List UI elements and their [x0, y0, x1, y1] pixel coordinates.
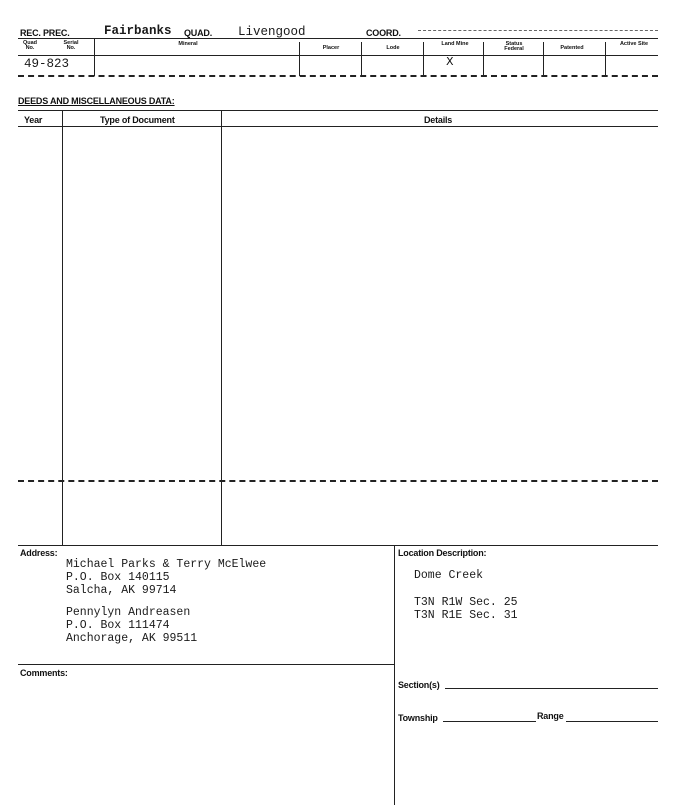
address-bottom-rule — [18, 664, 394, 665]
range-field-line — [566, 721, 658, 722]
address-line: Salcha, AK 99714 — [66, 584, 177, 597]
location-line: T3N R1W Sec. 25 — [414, 596, 518, 609]
address-line: P.O. Box 111474 — [66, 619, 170, 632]
address-line: Michael Parks & Terry McElwee — [66, 558, 267, 571]
address-label: Address: — [20, 548, 58, 558]
col-year: Year — [24, 115, 43, 125]
col-placer: Placer — [322, 45, 340, 51]
divider — [543, 42, 544, 76]
address-block-2 — [66, 606, 197, 645]
col-land-mine: Land Mine — [441, 41, 469, 47]
col-type-of-document: Type of Document — [100, 115, 175, 125]
col-details: Details — [424, 115, 453, 125]
comments-label: Comments: — [20, 668, 68, 678]
col-quad-no: Quad No. — [22, 40, 38, 51]
quad-label: QUAD. — [184, 28, 212, 38]
township-field-line — [443, 721, 536, 722]
land-mine-mark: X — [446, 55, 454, 68]
coord-label: COORD. — [366, 28, 401, 38]
divider — [94, 38, 95, 76]
deeds-bottom-rule — [18, 545, 658, 546]
address-line: Pennylyn Andreasen — [66, 606, 191, 619]
deeds-mid-rule — [18, 480, 658, 482]
address-line: P.O. Box 140115 — [66, 571, 170, 584]
coord-line — [418, 30, 658, 31]
sections-label: Section(s) — [398, 680, 440, 690]
quad-value: Livengood — [238, 25, 306, 39]
rec-prec-value: Fairbanks — [104, 24, 172, 38]
col-serial-no: Serial No. — [63, 40, 79, 51]
location-name: Dome Creek — [414, 569, 484, 582]
divider — [483, 42, 484, 76]
header-rule — [18, 38, 658, 39]
summary-bottom-rule — [18, 75, 658, 77]
deeds-section-title: DEEDS AND MISCELLANEOUS DATA: — [18, 96, 175, 106]
deeds-header-rule — [18, 126, 658, 127]
col-patented: Patented — [560, 45, 584, 51]
location-line: T3N R1E Sec. 31 — [414, 609, 518, 622]
address-line: Anchorage, AK 99511 — [66, 632, 198, 645]
divider — [423, 42, 424, 76]
address-block-1 — [66, 558, 266, 597]
township-label: Township — [398, 713, 438, 723]
deeds-top-rule — [18, 110, 658, 111]
divider — [605, 42, 606, 76]
summary-header-rule — [18, 55, 658, 56]
sections-field-line — [445, 688, 658, 689]
divider — [361, 42, 362, 76]
rec-prec-label: REC. PREC. — [20, 28, 70, 38]
range-label: Range — [537, 711, 564, 721]
divider — [299, 42, 300, 76]
location-column-divider — [394, 545, 395, 805]
col-active-site: Active Site — [619, 41, 649, 47]
col-lode: Lode — [386, 45, 400, 51]
col-mineral: Mineral — [178, 41, 198, 47]
location-lines — [414, 596, 518, 622]
quad-serial-value: 49-823 — [24, 57, 70, 71]
col-status-federal: Status Federal — [504, 41, 524, 52]
location-description-label: Location Description: — [398, 548, 487, 558]
